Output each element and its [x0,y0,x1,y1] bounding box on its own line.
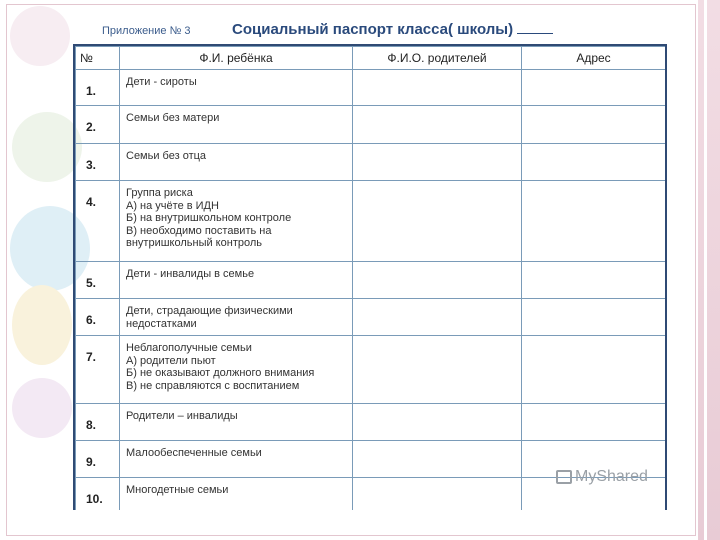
row-category-line: Малообеспеченные семьи [126,447,262,459]
table-header-row [76,47,666,70]
row-category [120,144,353,181]
parents-cell [353,478,522,511]
watermark-text: MyShared [575,468,648,485]
row-number: 10. [76,478,120,511]
row-category [120,299,353,336]
parents-cell [353,336,522,404]
row-category [120,336,353,404]
address-cell [522,181,666,262]
table-row [76,106,666,144]
row-number: 8. [76,404,120,441]
row-category [120,441,353,478]
row-category-line: А) на учёте в ИДН [126,199,219,212]
address-cell [522,106,666,144]
social-passport-table-frame [73,44,667,510]
address-cell [522,299,666,336]
row-category-line: В) необходимо поставить на [126,224,272,237]
row-number: 1. [76,70,120,106]
address-cell [522,336,666,404]
parents-cell [353,441,522,478]
watermark-logo-icon [556,470,572,484]
table-row [76,181,666,262]
row-category-line: А) родители пьют [126,354,216,367]
row-category [120,181,353,262]
table-row [76,144,666,181]
parents-cell [353,70,522,106]
parents-cell [353,299,522,336]
row-number: 2. [76,106,120,144]
row-category-line: Семьи без матери [126,112,220,124]
decorative-circle [12,112,82,182]
row-category-line: Неблагополучные семьи [126,342,252,354]
row-category [120,404,353,441]
row-category-line: Б) на внутришкольном контроле [126,212,292,224]
row-category-line: Дети - сироты [126,76,197,88]
address-cell [522,70,666,106]
row-category-line: недостатками [126,317,197,330]
column-header-address: Адрес [522,47,666,70]
decorative-circle [12,285,72,365]
address-cell [522,144,666,181]
address-cell [522,404,666,441]
parents-cell [353,144,522,181]
parents-cell [353,106,522,144]
decorative-circle [12,378,72,438]
row-number: 9. [76,441,120,478]
row-category-line: Дети - инвалиды в семье [126,268,255,280]
row-number: 7. [76,336,120,404]
table-row [76,299,666,336]
watermark [556,468,648,486]
row-category-line: Родители – инвалиды [126,410,238,422]
row-category [120,70,353,106]
column-header-parents-name: Ф.И.О. родителей [353,47,522,70]
row-category-line: В) не справляются с воспитанием [126,379,300,392]
social-passport-table [75,46,666,510]
row-category-line: Группа риска [126,187,193,199]
decorative-circle [10,6,70,66]
row-category-line: Многодетные семьи [126,484,229,496]
column-header-number: № [76,47,120,70]
parents-cell [353,404,522,441]
parents-cell [353,181,522,262]
title-blank-line [517,21,553,34]
row-number: 3. [76,144,120,181]
slide-side-strip [698,0,720,540]
parents-cell [353,262,522,299]
row-category-line: внутришкольный контроль [126,237,262,249]
table-row [76,262,666,299]
appendix-label: Приложение № 3 [102,25,191,37]
row-category-line: Семьи без отца [126,150,207,162]
row-number: 4. [76,181,120,262]
row-category [120,478,353,511]
address-cell [522,262,666,299]
table-row [76,404,666,441]
document-title [232,21,553,38]
row-category-line: Дети, страдающие физическими [126,305,293,317]
row-category-line: Б) не оказывают должного внимания [126,367,315,379]
row-number: 5. [76,262,120,299]
row-number: 6. [76,299,120,336]
table-row [76,336,666,404]
column-header-child-name: Ф.И. ребёнка [120,47,353,70]
table-row [76,70,666,106]
row-category [120,262,353,299]
document-title-text: Социальный паспорт класса( школы) [232,21,514,38]
row-category [120,106,353,144]
